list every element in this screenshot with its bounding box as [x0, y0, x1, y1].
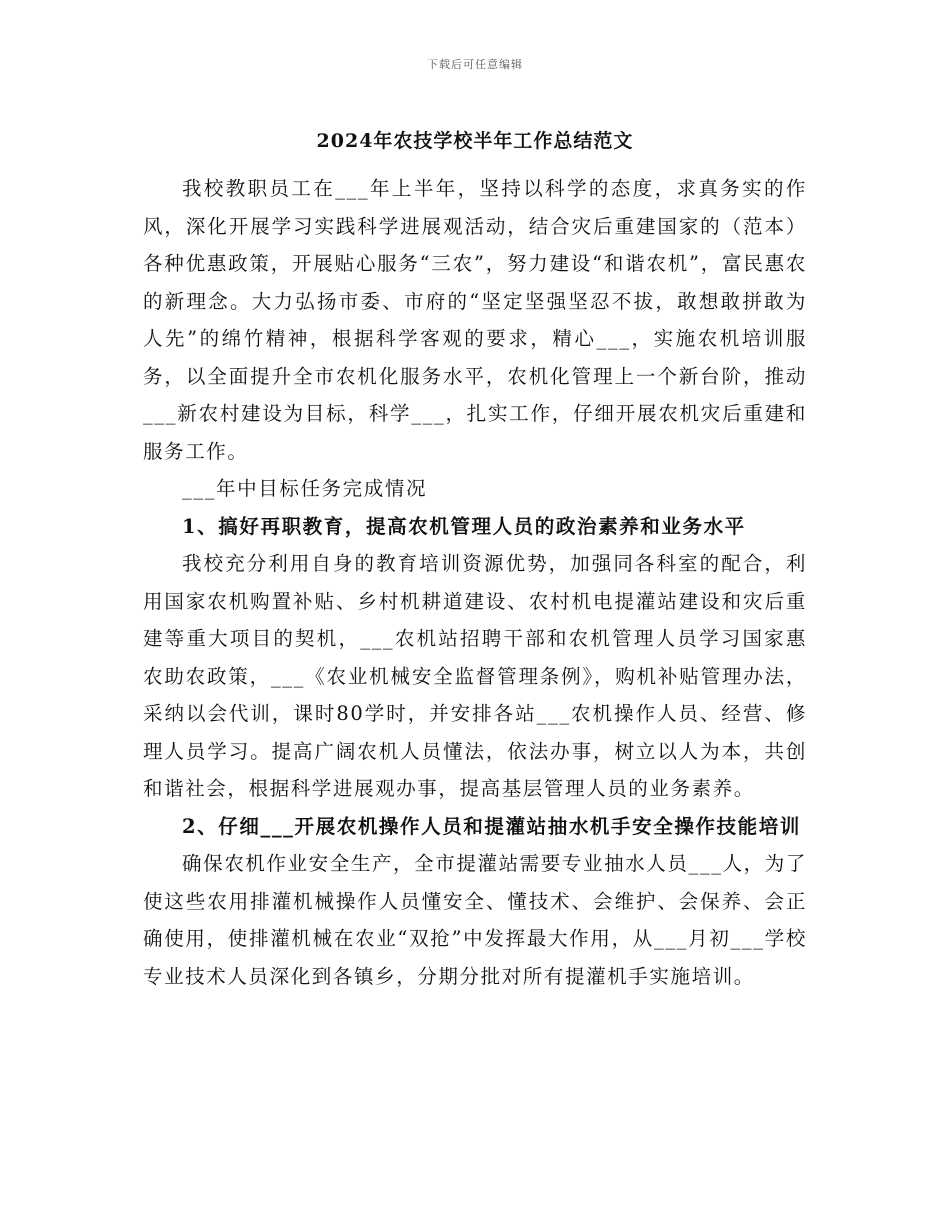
section-1-heading: 1、搞好再职教育，提高农机管理人员的政治素养和业务水平 [182, 514, 746, 538]
document-body [143, 170, 807, 995]
subheading: ___年中目标任务完成情况 [182, 477, 428, 500]
section-2-heading: 2、仔细___开展农机操作人员和提灌站抽水机手安全操作技能培训 [182, 814, 801, 838]
section-1-paragraph: 我校充分利用自身的教育培训资源优势，加强同各科室的配合，利用国家农机购置补贴、乡村机耕道建设、农村机电提灌站建设和灾后重建等重大项目的契机，___农机站招聘干部和农机管理人员学习国家惠农助农政策，___《农业机械安全监督管理条例》，购机补贴管理办法，采纳以会代训，课时80学时，并安排各站___农机操作人员、经营、修理人员学习。提高广阔农机人员懂法，依法办事，树立以人为本，共创和谐社会，根据科学进展观办事，提高基层管理人员的业务素养。 [143, 552, 807, 800]
page-header-note: 下载后可任意编辑 [427, 58, 523, 71]
document-title: 2024年农技学校半年工作总结范文 [316, 130, 634, 152]
section-2-paragraph: 确保农机作业安全生产，全市提灌站需要专业抽水人员___人，为了使这些农用排灌机械操作人员懂安全、懂技术、会维护、会保养、会正确使用，使排灌机械在农业“双抢”中发挥最大作用，从___月初___学校专业技术人员深化到各镇乡，分期分批对所有提灌机手实施培训。 [143, 852, 807, 988]
intro-paragraph: 我校教职员工在___年上半年，坚持以科学的态度，求真务实的作风，深化开展学习实践科学进展观活动，结合灾后重建国家的（范本）各种优惠政策，开展贴心服务“三农”，努力建设“和谐农机”，富民惠农的新理念。大力弘扬市委、市府的“坚定坚强坚忍不拔，敢想敢拼敢为人先”的绵竹精神，根据科学客观的要求，精心___，实施农机培训服务，以全面提升全市农机化服务水平，农机化管理上一个新台阶，推动___新农村建设为目标，科学___，扎实工作，仔细开展农机灾后重建和服务工作。 [143, 177, 807, 463]
